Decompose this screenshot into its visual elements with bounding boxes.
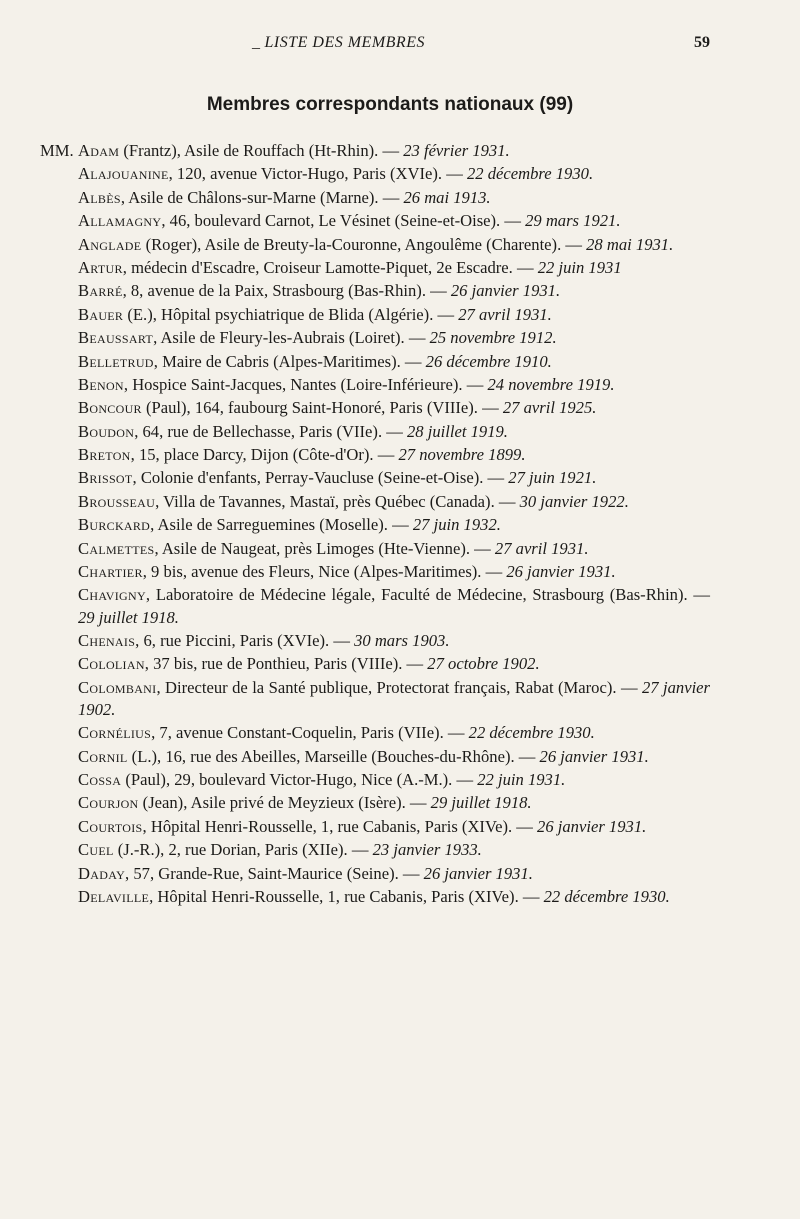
member-date: 25 novembre 1912. [429,328,557,348]
member-address: , Maire de Cabris (Alpes-Maritimes). — [153,351,426,371]
member-entry [40,677,710,721]
member-entry [40,584,710,628]
member-address: (J.-R.), 2, rue Dorian, Paris (XIIe). — [113,840,373,860]
member-entry [40,304,710,326]
member-name: Cornil [78,746,128,766]
member-date: 22 décembre 1930. [468,723,595,743]
member-address: , Asile de Naugeat, près Limoges (Hte-Vienne). — [154,538,495,558]
member-date: 26 décembre 1910. [425,351,552,371]
member-date: 27 avril 1931. [494,538,589,558]
member-entry [40,397,710,419]
member-date: 27 janvier 1902. [78,677,710,719]
member-entry [40,746,710,768]
member-address: (Roger), Asile de Breuty-la-Couronne, Angoulême (Charente). — [141,234,587,254]
member-address: , Hôpital Henri-Rousselle, 1, rue Cabanis, Paris (XIVe). — [149,886,544,906]
member-entry [40,467,710,489]
member-name: Belletrud [78,351,154,371]
member-name: Bauer [78,304,124,324]
member-name: Daday [78,863,126,883]
member-name: Breton [78,445,131,465]
member-date: 26 janvier 1931. [539,746,649,766]
page-header [0,34,800,54]
member-date: 29 mars 1921. [525,211,621,231]
member-name: Colombani [78,677,157,697]
member-name: Boudon [78,421,135,441]
member-entry [40,839,710,861]
member-address: , Laboratoire de Médecine légale, Faculté de Médecine, Strasbourg (Bas-Rhin). — [145,585,710,605]
member-address: , Hospice Saint-Jacques, Nantes (Loire-Inférieure). — [123,374,488,394]
member-name: Cossa [78,769,122,789]
member-address: (E.), Hôpital psychiatrique de Blida (Algérie). — [123,304,459,324]
member-date: 27 octobre 1902. [427,654,540,674]
member-date: 22 décembre 1930. [466,164,594,184]
member-entry [40,327,710,349]
member-entry [40,421,710,443]
member-address: (L.), 16, rue des Abeilles, Marseille (Bouches-du-Rhône). — [127,746,540,766]
member-name: Cololian [78,654,145,674]
member-entry [40,653,710,675]
member-address: , 37 bis, rue de Ponthieu, Paris (VIIIe). — [144,654,428,674]
member-name: Chavigny [78,585,146,605]
member-name: Chenais [78,630,136,650]
member-name: Cornélius [78,723,152,743]
member-address: , Directeur de la Santé publique, Protectorat français, Rabat (Maroc). — [156,677,642,697]
member-date: 26 janvier 1931. [450,281,561,301]
member-date: 27 avril 1931. [458,304,552,324]
member-name: Brousseau [78,491,156,511]
member-date: 22 juin 1931. [477,769,566,789]
member-address: , 46, boulevard Carnot, Le Vésinet (Seine-et-Oise). — [161,211,526,231]
member-entry [40,234,710,256]
member-entry [40,863,710,885]
member-date: 29 juillet 1918. [430,793,532,813]
member-entry [40,491,710,513]
member-entry [40,163,710,185]
member-date: 29 juillet 1918. [78,607,179,627]
member-name: Alajouanine [78,164,169,184]
member-entry [40,257,710,279]
member-entry [40,187,710,209]
member-address: , 9 bis, avenue des Fleurs, Nice (Alpes-Maritimes). — [142,562,507,582]
member-entry [40,630,710,652]
member-name: Barré [78,281,123,301]
member-date: 23 janvier 1933. [372,840,482,860]
member-entry [40,886,710,908]
member-date: 26 mai 1913. [403,187,491,207]
member-address: , Villa de Tavannes, Mastaï, près Québec (Canada). — [155,491,520,511]
member-date: 26 janvier 1931. [423,863,533,883]
member-entry [40,792,710,814]
member-entry [40,374,710,396]
member-date: 23 février 1931. [403,141,510,160]
member-date: 26 janvier 1931. [506,562,616,582]
member-name: Brissot [78,468,133,488]
member-name: Albès [78,187,121,207]
member-entry [40,351,710,373]
member-address: , 57, Grande-Rue, Saint-Maurice (Seine). — [125,863,424,883]
member-name: Artur [78,257,123,277]
member-address: , 64, rue de Bellechasse, Paris (VIIe). — [134,421,407,441]
member-address: , 8, avenue de la Paix, Strasbourg (Bas-Rhin). — [122,281,451,301]
member-address: , Colonie d'enfants, Perray-Vaucluse (Seine-et-Oise). — [132,468,509,488]
member-name: Boncour [78,398,142,418]
member-entry [40,444,710,466]
member-date: 30 mars 1903. [354,630,450,650]
member-date: 24 novembre 1919. [487,374,615,394]
member-entry [40,561,710,583]
member-address: (Frantz), Asile de Rouffach (Ht-Rhin). — [119,141,404,160]
member-address: , Asile de Châlons-sur-Marne (Marne). — [120,187,404,207]
member-name: Beaussart [78,328,154,348]
member-entry [40,722,710,744]
member-date: 22 décembre 1930. [543,886,670,906]
member-name: Courjon [78,793,139,813]
member-entry [40,514,710,536]
member-date: 27 novembre 1899. [398,445,526,465]
member-entry [40,816,710,838]
member-name: Chartier [78,562,143,582]
member-name: Cuel [78,840,114,860]
member-date: 28 mai 1931. [586,234,674,254]
member-name: Burckard [78,515,151,535]
member-address: , médecin d'Escadre, Croiseur Lamotte-Piquet, 2e Escadre. — [122,257,538,277]
member-entry [40,210,710,232]
member-name: Courtois [78,816,143,836]
member-address: , 120, avenue Victor-Hugo, Paris (XVIe). — [168,164,467,184]
member-list [40,140,710,909]
member-address: , 7, avenue Constant-Coquelin, Paris (VIIe). — [151,723,469,743]
member-address: , Hôpital Henri-Rousselle, 1, rue Cabanis, Paris (XIVe). — [142,816,538,836]
member-name: Adam [78,141,120,160]
member-date: 27 juin 1921. [508,468,597,488]
member-address: (Paul), 29, boulevard Victor-Hugo, Nice (A.-M.). — [121,769,478,789]
member-name: Allamagny [78,211,162,231]
member-address: , Asile de Fleury-les-Aubrais (Loiret). — [153,328,430,348]
member-entry [40,280,710,302]
member-date: 26 janvier 1931. [537,816,647,836]
member-date: 22 juin 1931 [537,257,622,277]
member-address: (Paul), 164, faubourg Saint-Honoré, Paris (VIIIe). — [141,398,503,418]
member-name: Delaville [78,886,150,906]
member-name: Benon [78,374,124,394]
member-entry [40,538,710,560]
page-number: 59 [694,34,710,51]
member-address: , 15, place Darcy, Dijon (Côte-d'Or). — [130,445,399,465]
member-address: (Jean), Asile privé de Meyzieux (Isère). — [138,793,431,813]
member-name: Anglade [78,234,142,254]
running-title: _ LISTE DES MEMBRES [252,34,425,51]
member-name: Calmettes [78,538,155,558]
member-address: , Asile de Sarreguemines (Moselle). — [150,515,413,535]
member-date: 28 juillet 1919. [407,421,508,441]
member-address: , 6, rue Piccini, Paris (XVIe). — [135,630,355,650]
member-entry [40,769,710,791]
member-date: 30 janvier 1922. [519,491,629,511]
section-title: Membres correspondants nationaux (99) [206,94,574,115]
member-date: 27 juin 1932. [412,515,501,535]
member-entry [40,140,710,162]
honorific-prefix: MM. [40,141,74,160]
member-date: 27 avril 1925. [502,398,597,418]
